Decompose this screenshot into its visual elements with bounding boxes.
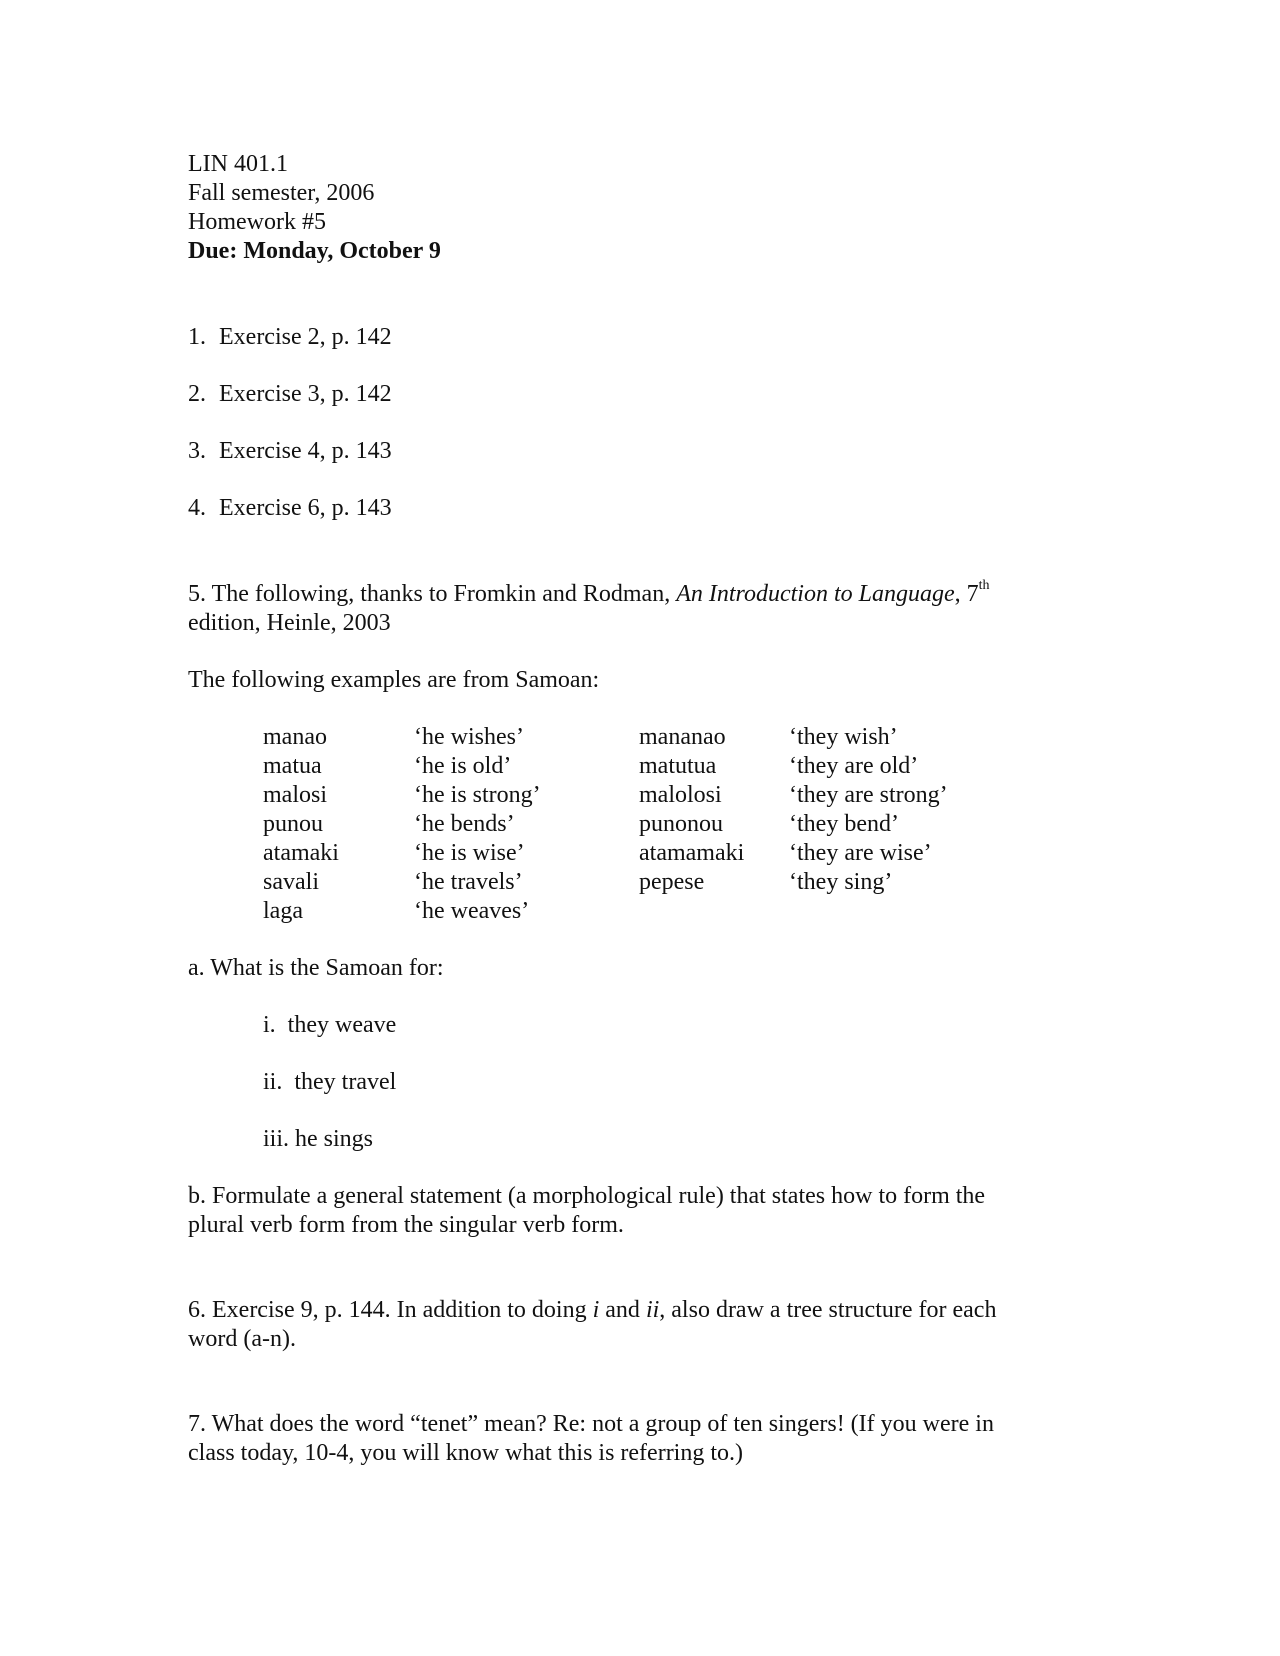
semester-line: Fall semester, 2006 bbox=[188, 180, 375, 206]
question-5-intro: 5. The following, thanks to Fromkin and Rodman, An Introduction to Language, 7th bbox=[188, 578, 990, 607]
table-row: manao ‘he wishes’ mananao ‘they wish’ bbox=[263, 724, 898, 750]
homework-title: Homework #5 bbox=[188, 209, 326, 235]
table-row: laga ‘he weaves’ bbox=[263, 898, 530, 924]
table-row: atamaki ‘he is wise’ atamamaki ‘they are wise’ bbox=[263, 840, 932, 866]
question-6: 6. Exercise 9, p. 144. In addition to doing i and ii, also draw a tree structure for each word (a-n). bbox=[188, 1297, 997, 1352]
document-header bbox=[188, 150, 1088, 266]
exercise-list bbox=[188, 323, 1088, 523]
question-5-intro-continued: edition, Heinle, 2003 bbox=[188, 610, 391, 636]
table-row: punou ‘he bends’ punonou ‘they bend’ bbox=[263, 811, 899, 837]
book-title: An Introduction to Language bbox=[676, 581, 955, 607]
subitem: ii. they travel bbox=[263, 1069, 397, 1095]
part-a-subitems bbox=[263, 1011, 1088, 1154]
samoan-examples-table bbox=[263, 723, 989, 926]
exercise-item: 2. Exercise 3, p. 142 bbox=[188, 381, 392, 407]
samoan-lead: The following examples are from Samoan: bbox=[188, 667, 600, 693]
exercise-item: 1. Exercise 2, p. 142 bbox=[188, 324, 392, 350]
course-code: LIN 401.1 bbox=[188, 151, 288, 177]
due-date: Due: Monday, October 9 bbox=[188, 238, 441, 264]
subitem: i. they weave bbox=[263, 1012, 397, 1038]
subitem: iii. he sings bbox=[263, 1126, 374, 1152]
table-row: matua ‘he is old’ matutua ‘they are old’ bbox=[263, 753, 919, 779]
table-row: savali ‘he travels’ pepese ‘they sing’ bbox=[263, 869, 893, 895]
question-5-part-a: a. What is the Samoan for: bbox=[188, 955, 444, 981]
question-5-part-b: b. Formulate a general statement (a morphological rule) that states how to form the plural verb form from the singular verb form. bbox=[188, 1183, 986, 1238]
exercise-item: 3. Exercise 4, p. 143 bbox=[188, 438, 392, 464]
document-page bbox=[188, 150, 1088, 1468]
question-7: 7. What does the word “tenet” mean? Re: not a group of ten singers! (If you were in class today, 10-4, you will know what this is referring to.) bbox=[188, 1411, 994, 1466]
exercise-item: 4. Exercise 6, p. 143 bbox=[188, 495, 392, 521]
table-row: malosi ‘he is strong’ malolosi ‘they are strong’ bbox=[263, 782, 948, 808]
question-5 bbox=[188, 580, 1088, 1240]
